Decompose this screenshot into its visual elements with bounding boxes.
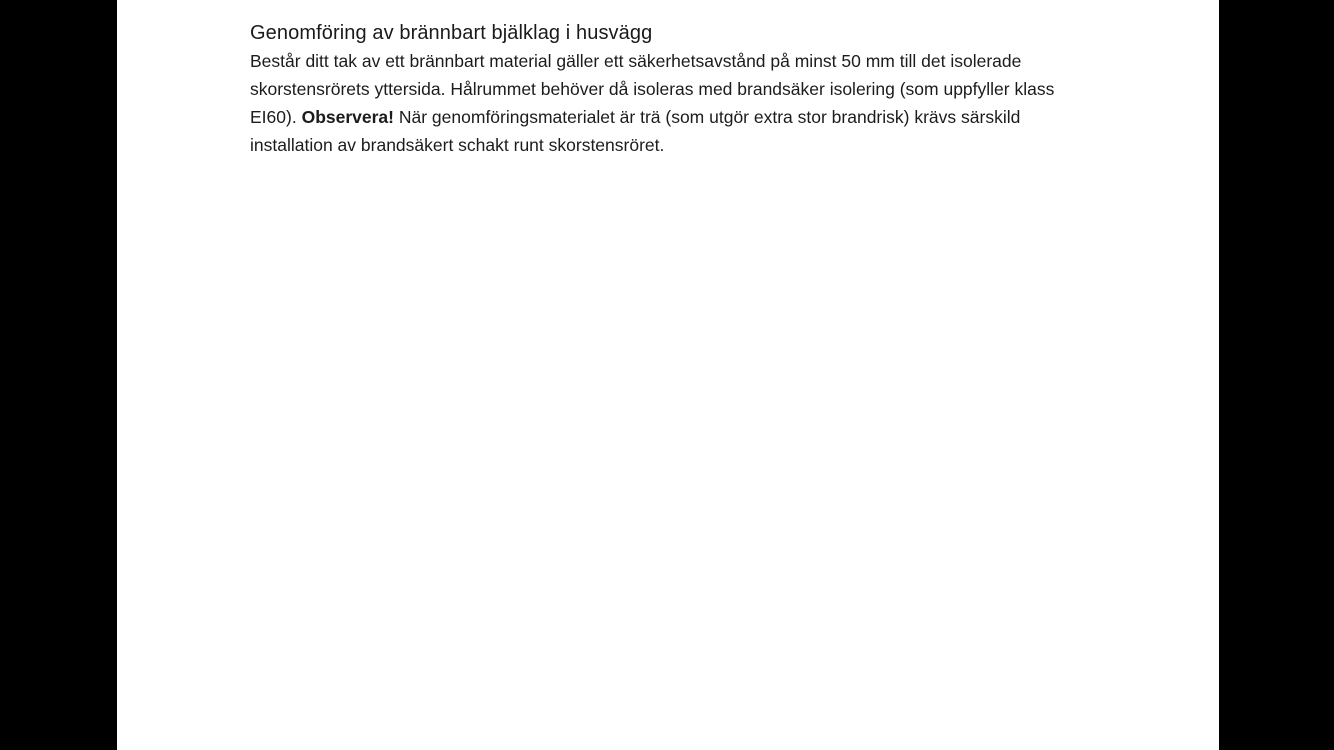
paragraph-text-after: När genomföringsmaterialet är trä (som utgör extra stor brandrisk) krävs särskild installation av brandsäkert schakt runt skorstensröret.: [250, 107, 1021, 155]
paragraph-emphasis: Observera!: [301, 107, 394, 127]
section-heading: Genomföring av brännbart bjälklag i husvägg: [250, 22, 653, 44]
document-content: [250, 19, 1080, 159]
document-page: [117, 0, 1219, 750]
section-paragraph: [250, 47, 1080, 159]
paragraph-text-before: Består ditt tak av ett brännbart material gäller ett säkerhetsavstånd på minst 50 mm till det isolerade skorstensrörets yttersida. Hålrummet behöver då isoleras med brandsäker isolering (som uppfyller klass EI60).: [250, 51, 1055, 127]
